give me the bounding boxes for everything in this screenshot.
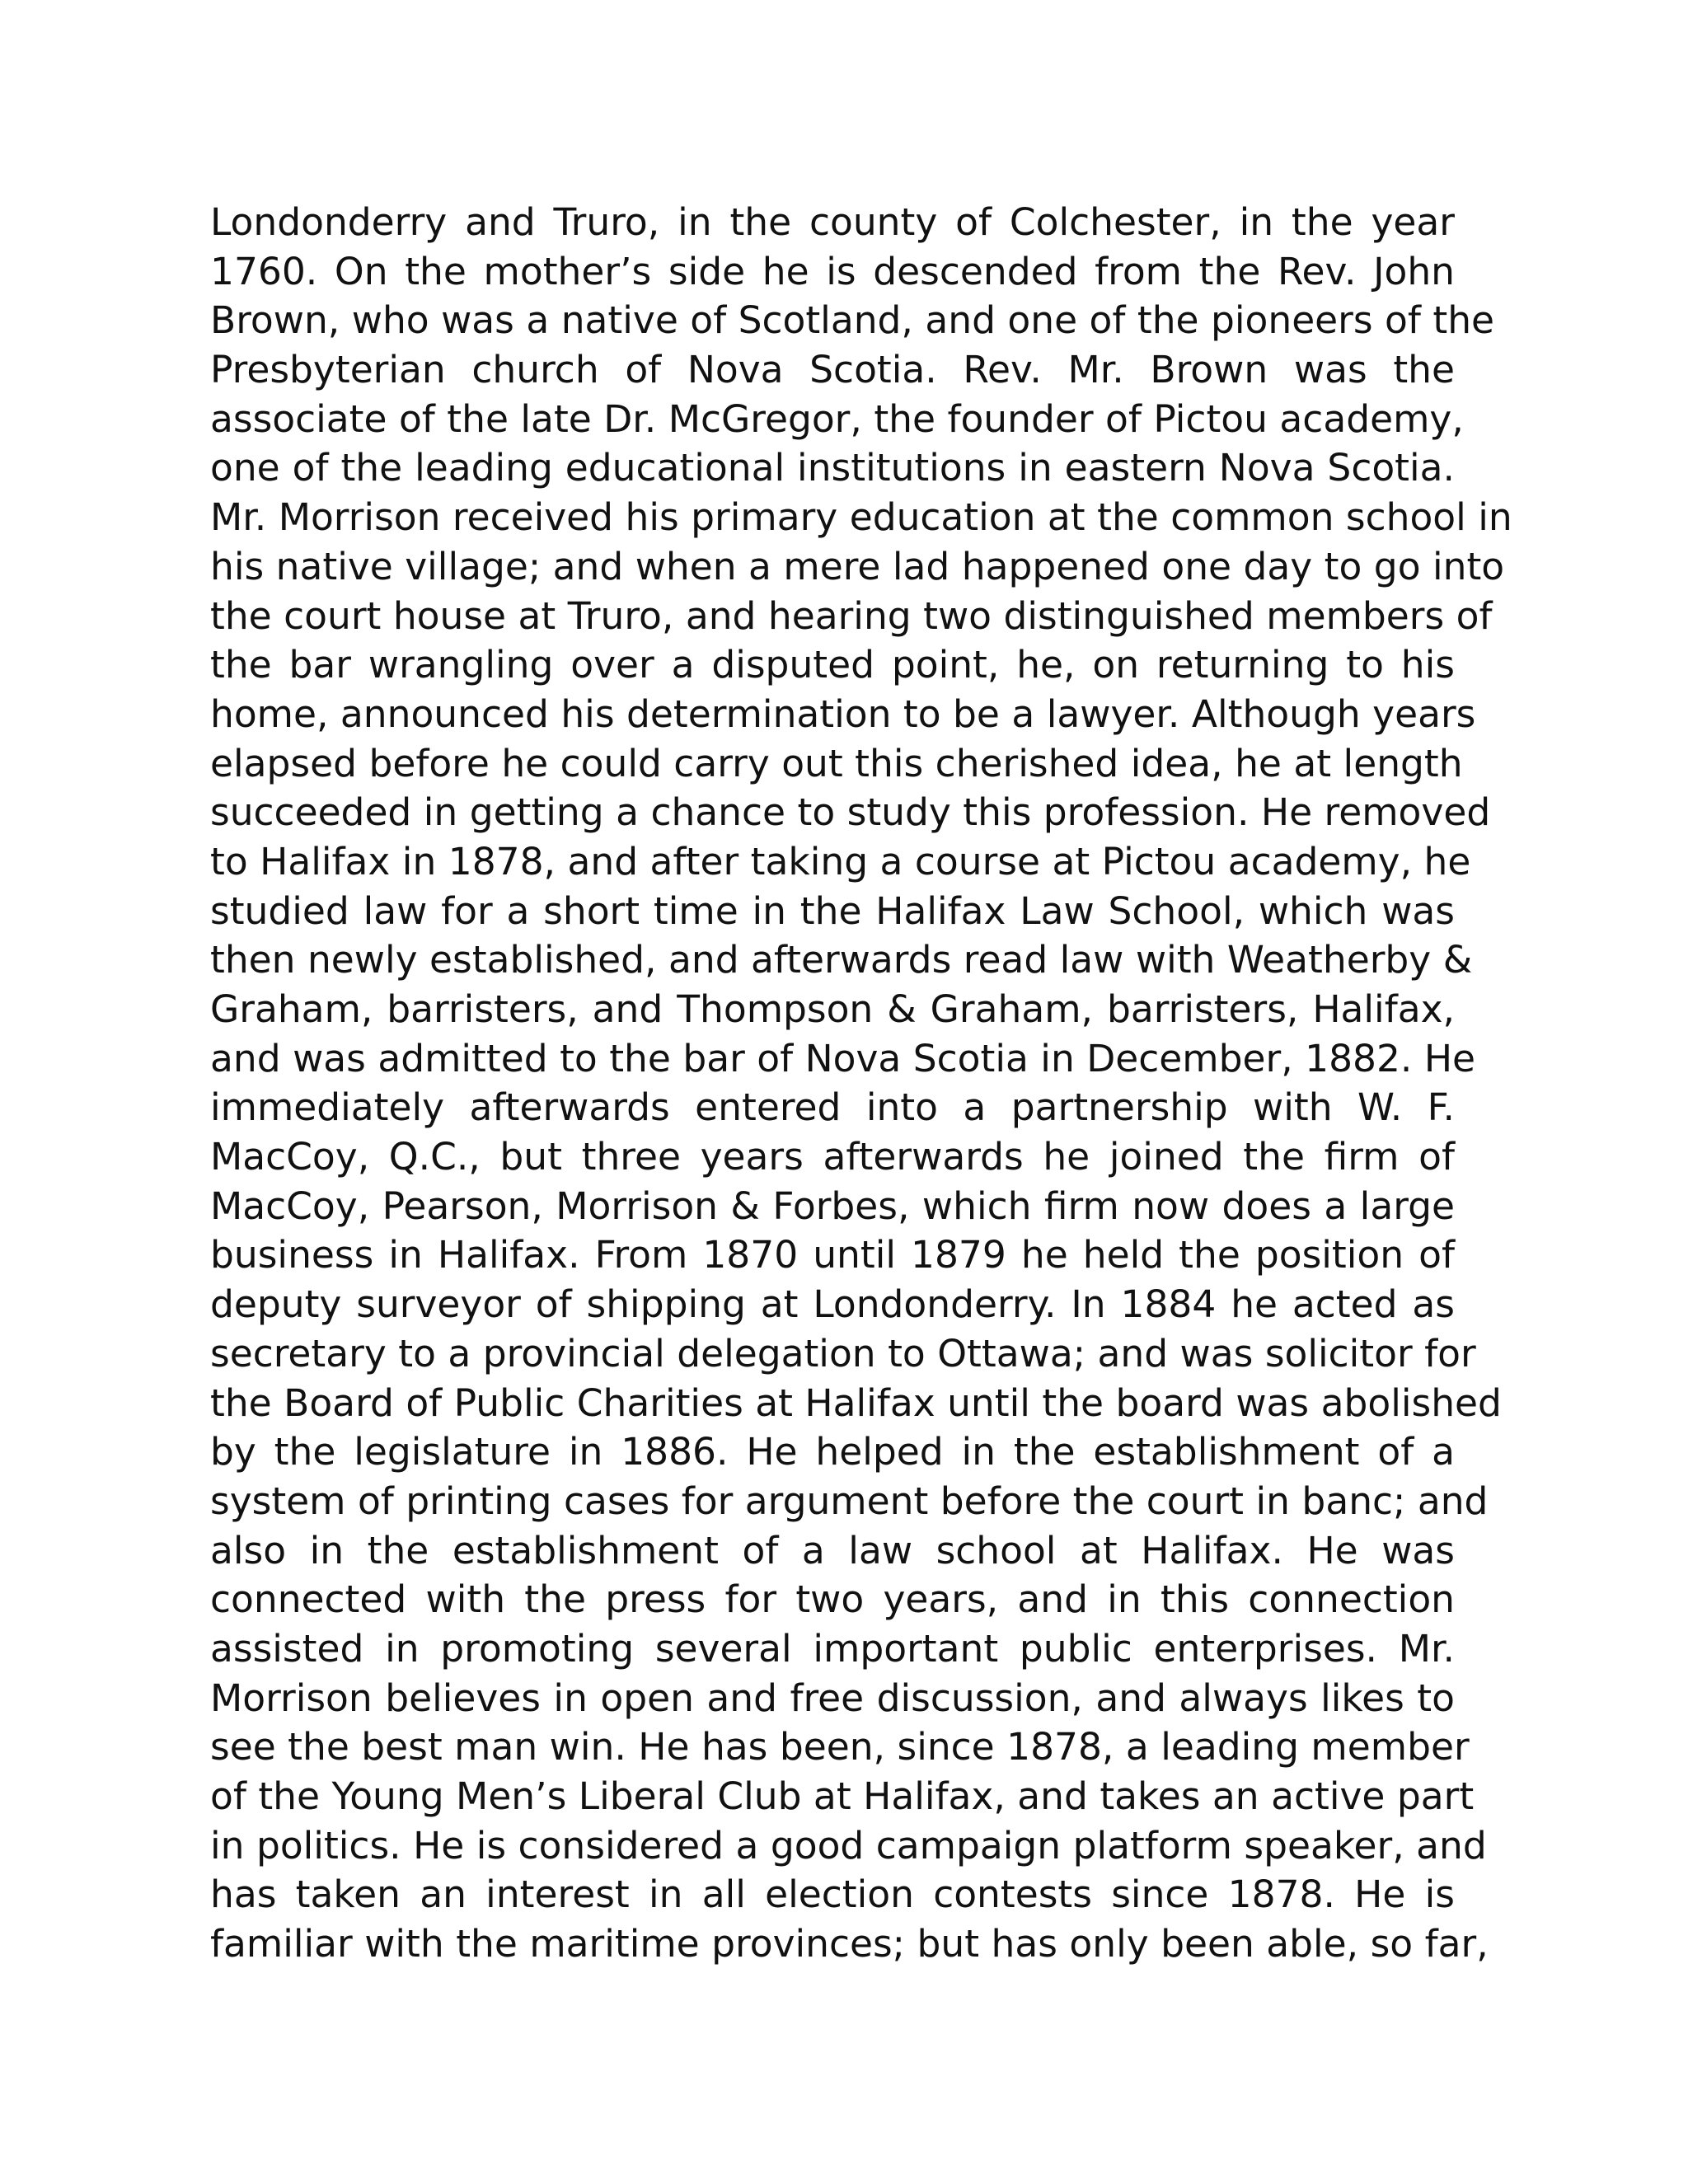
text-line: connected with the press for two years, and in this connection xyxy=(210,1577,1455,1622)
text-line: by the legislature in 1886. He helped in the establishment of a xyxy=(210,1430,1455,1474)
text-line: familiar with the maritime provinces; but has only been able, so far, xyxy=(210,1922,1489,1966)
text-line: of the Young Men’s Liberal Club at Halifax, and takes an active part xyxy=(210,1774,1475,1818)
text-line: then newly established, and afterwards read law with Weatherby & xyxy=(210,938,1473,982)
text-line: his native village; and when a mere lad happened one day to go into xyxy=(210,544,1505,588)
text-line: the Board of Public Charities at Halifax until the board was abolished xyxy=(210,1380,1502,1425)
text-line: Graham, barristers, and Thompson & Graham, barristers, Halifax, xyxy=(210,987,1455,1031)
text-line: MacCoy, Pearson, Morrison & Forbes, which firm now does a large xyxy=(210,1183,1455,1228)
text-line: also in the establishment of a law school at Halifax. He was xyxy=(210,1528,1455,1572)
text-line: system of printing cases for argument before the court in banc; and xyxy=(210,1479,1489,1523)
text-line: the bar wrangling over a disputed point, he, on returning to his xyxy=(210,643,1455,687)
text-line: Brown, who was a native of Scotland, and one of the pioneers of the xyxy=(210,298,1495,343)
text-line: see the best man win. He has been, since 1878, a leading member xyxy=(210,1725,1470,1769)
text-line: Londonderry and Truro, in the county of Colchester, in the year xyxy=(210,200,1455,244)
text-line: succeeded in getting a chance to study this profession. He removed xyxy=(210,790,1491,835)
text-line: home, announced his determination to be a lawyer. Although years xyxy=(210,691,1476,736)
text-line: studied law for a short time in the Halifax Law School, which was xyxy=(210,888,1455,933)
text-line: MacCoy, Q.C., but three years afterwards he joined the firm of xyxy=(210,1135,1455,1179)
text-line: has taken an interest in all election contests since 1878. He is xyxy=(210,1872,1455,1917)
text-line: Morrison believes in open and free discussion, and always likes to xyxy=(210,1675,1455,1720)
text-line: Presbyterian church of Nova Scotia. Rev. Mr. Brown was the xyxy=(210,348,1455,392)
text-line: one of the leading educational institutions in eastern Nova Scotia. xyxy=(210,446,1455,490)
text-line: business in Halifax. From 1870 until 1879 he held the position of xyxy=(210,1233,1455,1277)
text-line: associate of the late Dr. McGregor, the founder of Pictou academy, xyxy=(210,396,1464,441)
text-line: secretary to a provincial delegation to Ottawa; and was solicitor for xyxy=(210,1331,1476,1376)
text-line: and was admitted to the bar of Nova Scotia in December, 1882. He xyxy=(210,1036,1476,1080)
text-line: immediately afterwards entered into a partnership with W. F. xyxy=(210,1085,1455,1130)
text-line: elapsed before he could carry out this cherished idea, he at length xyxy=(210,741,1463,785)
text-line: deputy surveyor of shipping at Londonderry. In 1884 he acted as xyxy=(210,1282,1455,1327)
body-text xyxy=(210,198,1512,1969)
text-line: assisted in promoting several important public enterprises. Mr. xyxy=(210,1626,1455,1671)
text-line: to Halifax in 1878, and after taking a course at Pictou academy, he xyxy=(210,839,1471,883)
text-line: in politics. He is considered a good campaign platform speaker, and xyxy=(210,1823,1487,1868)
text-line: Mr. Morrison received his primary education at the common school in xyxy=(210,495,1512,540)
text-line: the court house at Truro, and hearing two distinguished members of xyxy=(210,593,1493,638)
text-line: 1760. On the mother’s side he is descended from the Rev. John xyxy=(210,249,1455,293)
